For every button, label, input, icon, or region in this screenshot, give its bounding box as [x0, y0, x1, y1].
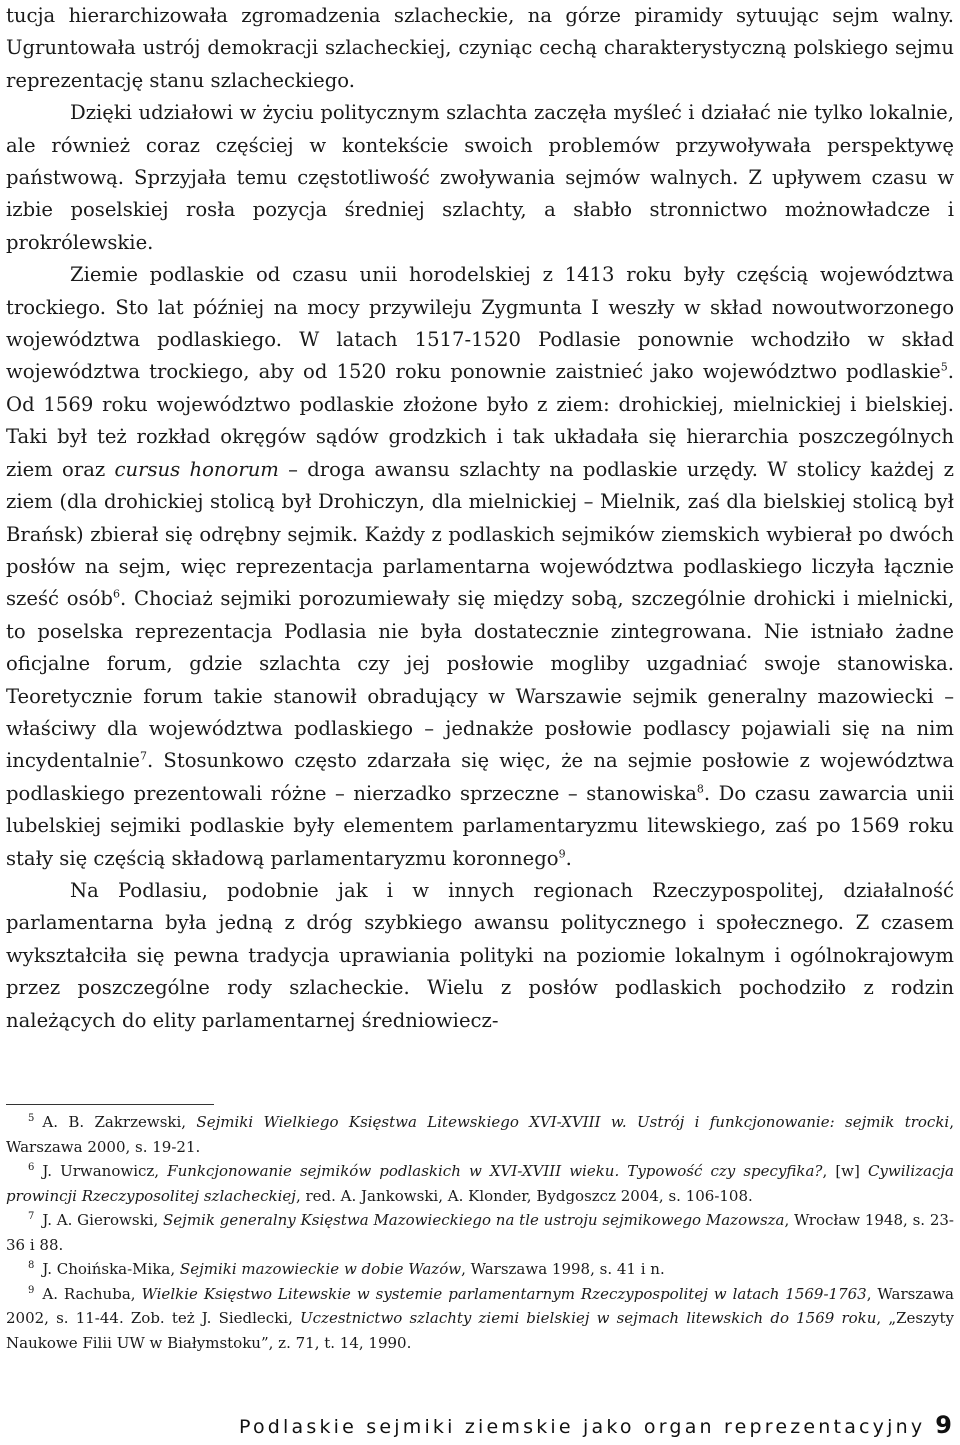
text-segment: . Stosunkowo często zdarzała się więc, że na sejmie posłowie z województwa podlaskiego prezentowali różne – nierzadko sprzeczne – stanowiska — [6, 749, 954, 805]
footnote — [6, 1110, 954, 1159]
text-segment: . Do czasu zawarcia unii lubelskiej sejmiki podlaskie były elementem parlamentaryzmu litewskiego, zaś po 1569 roku stały się częścią składową parlamentaryzmu koronnego — [6, 781, 954, 870]
text-segment: . Chociaż sejmiki porozumiewały się między sobą, szczególnie drohicki i mielnicki, to poselska reprezentacja Podlasia nie była dostatecznie zintegrowana. Nie istniało żadne oficjalne forum, gdzie szlachta czy jej posłowie mogliby uzgadniać swoje stanowiska. Teoretycznie forum takie stanowił obradujący w Warszawie sejmik generalny mazowiecki – właściwy dla województwa podlaskiego – jednakże posłowie podlascy pojawiali się na nim incydentalnie — [6, 587, 955, 773]
footnote-separator — [6, 1104, 214, 1105]
italic-text: cursus honorum — [114, 457, 279, 481]
text-segment: , „Zeszyty Naukowe Filii UW w Białymstoku”, z. 71, t. 14, 1990. — [6, 1309, 954, 1352]
text-segment: tucja hierarchizowała zgromadzenia szlacheckie, na górze piramidy sytuując sejm walny. Ugruntowała ustrój demokracji szlacheckiej, czyniąc cechą charakterystyczną polskiego sejmu reprezentację stanu szlacheckiego. — [6, 4, 954, 92]
page-body — [6, 0, 954, 1037]
text-segment: Ziemie podlaskie od czasu unii horodelskiej z 1413 roku były częścią województwa trockiego. Sto lat później na mocy przywileju Zygmunta I weszły w skład nowoutworzonego województwa podlaskiego. W latach 1517-1520 Podlasie ponownie wchodziło w skład województwa trockiego, aby od 1520 roku ponownie zaistnieć jako województwo podlaskie — [6, 263, 954, 384]
text-segment: Na Podlasiu, podobnie jak i w innych regionach Rzeczypospolitej, działalność parlamentarna była jedną z dróg szybkiego awansu politycznego i społecznego. Z czasem wykształciła się pewna tradycja uprawiania polityki na poziomie lokalnym i ogólnokrajowym przez poszczególne rody szlacheckie. Wielu z posłów podlaskich pochodziło z rodzin należących do elity parlamentarnej średniowiecz- — [6, 878, 954, 1032]
footnote-ref: 5 — [940, 360, 948, 374]
text-segment: J. Choińska-Mika, — [42, 1260, 180, 1278]
text-segment: – droga awansu szlachty na podlaskie urzędy. W stolicy każdej z ziem (dla drohickiej stolicą był Drohiczyn, dla mielnickiej – Mielnik, zaś dla bielskiej stolicą był Brańsk) zbierał się odrębny sejmik. Każdy z podlaskich sejmików ziemskich wybierał po dwóch posłów na sejm, więc reprezentacja parlamentarna województwa podlaskiego liczyła łącznie sześć osób — [6, 457, 954, 611]
footnote-ref: 7 — [140, 749, 147, 763]
page-number: 9 — [935, 1411, 952, 1439]
footnote-number: 7 — [28, 1211, 35, 1222]
italic-text: Sejmiki mazowieckie w dobie Wazów — [179, 1260, 462, 1278]
text-segment: . Od 1569 roku województwo podlaskie złożone było z ziem: drohickiej, mielnickiej i bielskiej. Taki był też rozkład okręgów sądów grodzkich i tak układała się hierarchia poszczególnych ziem oraz — [6, 360, 954, 481]
paragraph — [6, 0, 954, 97]
text-segment: Dzięki udziałowi w życiu politycznym szlachta zaczęła myśleć i działać nie tylko lokalnie, ale również coraz częściej w kontekście swoich problemów przywoływała perspektywę państwową. Sprzyjała temu częstotliwość zwoływania sejmów walnych. Z upływem czasu w izbie poselskiej rosła pozycja średniej szlachty, a słabło stronnictwo możnowładcze i prokrólewskie. — [6, 101, 954, 254]
footnote-number: 8 — [28, 1260, 35, 1271]
text-segment: . — [565, 846, 572, 870]
text-segment: J. Urwanowicz, — [42, 1162, 168, 1180]
footnotes — [6, 1110, 954, 1355]
footnote — [6, 1159, 954, 1208]
text-segment: , red. A. Jankowski, A. Klonder, Bydgoszcz 2004, s. 106-108. — [295, 1186, 753, 1205]
italic-text: Cywilizacja prowincji Rzeczyposolitej szlacheckiej — [6, 1162, 954, 1205]
footnote-ref: 9 — [558, 847, 566, 861]
italic-text: Wielkie Księstwo Litewskie w systemie parlamentarnym Rzeczypospolitej w latach 1569-1763 — [141, 1284, 867, 1303]
text-segment: A. B. Zakrzewski, — [42, 1113, 197, 1131]
text-segment: , Warszawa 2002, s. 11-44. Zob. też J. Siedlecki, — [6, 1284, 954, 1327]
paragraph — [6, 875, 954, 1037]
text-segment: A. Rachuba, — [42, 1284, 142, 1303]
footnote — [6, 1208, 954, 1257]
paragraph — [6, 97, 954, 259]
paragraph — [6, 259, 954, 875]
italic-text: Funkcjonowanie sejmików podlaskich w XVI-XVIII wieku. Typowość czy specyfika? — [167, 1162, 823, 1180]
footnote — [6, 1257, 954, 1282]
text-segment: , Warszawa 1998, s. 41 i n. — [461, 1260, 665, 1278]
italic-text: Sejmiki Wielkiego Księstwa Litewskiego XVI-XVIII w. Ustrój i funkcjonowanie: sejmik trocki — [196, 1113, 950, 1131]
italic-text: Sejmik generalny Księstwa Mazowieckiego na tle ustroju sejmikowego Mazowsza — [163, 1211, 785, 1229]
footnote-number: 9 — [28, 1284, 35, 1296]
running-title: Podlaskie sejmiki ziemskie jako organ reprezentacyjny — [238, 1416, 926, 1438]
footnote-number: 6 — [28, 1162, 35, 1173]
text-segment: J. A. Gierowski, — [42, 1211, 164, 1229]
footnote — [6, 1282, 954, 1356]
text-segment: , [w] — [822, 1162, 868, 1180]
main-text — [6, 0, 954, 1037]
italic-text: Uczestnictwo szlachty ziemi bielskiej w sejmach litewskich do 1569 roku — [300, 1309, 877, 1327]
running-footer — [239, 1411, 952, 1439]
footnote-number: 5 — [28, 1113, 35, 1124]
footnote-ref: 8 — [696, 782, 704, 796]
text-segment: , Wrocław 1948, s. 23-36 i 88. — [6, 1211, 954, 1254]
footnote-ref: 6 — [112, 587, 120, 601]
text-segment: , Warszawa 2000, s. 19-21. — [6, 1113, 954, 1156]
